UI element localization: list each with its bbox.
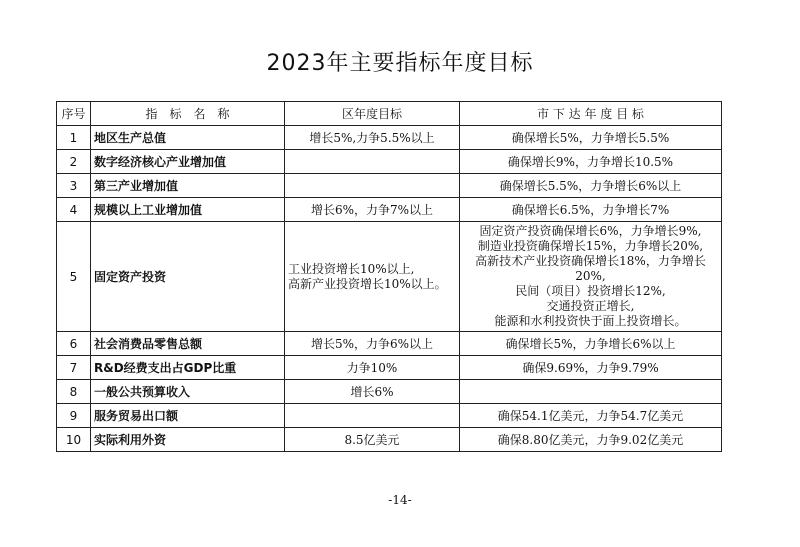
table-row	[57, 356, 722, 380]
city-target: 确保增长6.5%，力争增长7%	[460, 198, 722, 222]
indicator-name: 服务贸易出口额	[91, 404, 285, 428]
city-target: 确保增长9%，力争增长10.5%	[460, 150, 722, 174]
indicator-name: 数字经济核心产业增加值	[91, 150, 285, 174]
district-target	[285, 150, 460, 174]
table-row	[57, 380, 722, 404]
district-target: 增长6%	[285, 380, 460, 404]
district-target: 增长5%，力争6%以上	[285, 332, 460, 356]
header-no: 序号	[57, 102, 91, 126]
district-target	[285, 222, 460, 332]
row-number: 9	[57, 404, 91, 428]
district-target: 增长6%，力争7%以上	[285, 198, 460, 222]
city-target: 确保8.80亿美元，力争9.02亿美元	[460, 428, 722, 452]
header-district-target: 区年度目标	[285, 102, 460, 126]
city-target: 确保54.1亿美元，力争54.7亿美元	[460, 404, 722, 428]
table-row	[57, 150, 722, 174]
indicator-table	[56, 101, 722, 452]
header-name: 指 标 名 称	[91, 102, 285, 126]
city-target	[460, 222, 722, 332]
indicator-name: 固定资产投资	[91, 222, 285, 332]
row-number: 7	[57, 356, 91, 380]
district-target	[285, 404, 460, 428]
city-target-line: 能源和水利投资快于面上投资增长。	[494, 314, 687, 328]
indicator-name: 一般公共预算收入	[91, 380, 285, 404]
city-target: 确保增长5%，力争增长5.5%	[460, 126, 722, 150]
indicator-name: 第三产业增加值	[91, 174, 285, 198]
city-target-line: 固定资产投资确保增长6%，力争增长9%,	[479, 224, 702, 238]
table-row	[57, 332, 722, 356]
indicator-name: R&D经费支出占GDP比重	[91, 356, 285, 380]
table-header-row	[57, 102, 722, 126]
header-city-target: 市 下 达 年 度 目 标	[460, 102, 722, 126]
row-number: 1	[57, 126, 91, 150]
district-target: 增长5%,力争5.5%以上	[285, 126, 460, 150]
city-target	[460, 380, 722, 404]
page-number: -14-	[388, 493, 412, 507]
district-target	[285, 174, 460, 198]
city-target: 确保9.69%，力争9.79%	[460, 356, 722, 380]
city-target-line: 高新技术产业投资确保增长18%，力争增长20%,	[475, 254, 706, 283]
table-row	[57, 222, 722, 332]
indicator-name: 社会消费品零售总额	[91, 332, 285, 356]
indicator-name: 实际利用外资	[91, 428, 285, 452]
district-target-line: 高新产业投资增长10%以上。	[288, 276, 447, 291]
row-number: 3	[57, 174, 91, 198]
city-target: 确保增长5%，力争增长6%以上	[460, 332, 722, 356]
table-row	[57, 404, 722, 428]
table-row	[57, 198, 722, 222]
page-title: 2023年主要指标年度目标	[266, 51, 534, 76]
city-target: 确保增长5.5%，力争增长6%以上	[460, 174, 722, 198]
row-number: 2	[57, 150, 91, 174]
row-number: 5	[57, 222, 91, 332]
city-target-line: 交通投资正增长,	[546, 299, 635, 313]
indicator-name: 地区生产总值	[91, 126, 285, 150]
row-number: 6	[57, 332, 91, 356]
district-target-line: 工业投资增长10%以上,	[288, 261, 415, 276]
city-target-line: 制造业投资确保增长15%，力争增长20%,	[477, 239, 704, 253]
city-target-line: 民间（项目）投资增长12%,	[515, 284, 666, 298]
row-number: 8	[57, 380, 91, 404]
table-row	[57, 174, 722, 198]
table-row	[57, 126, 722, 150]
row-number: 4	[57, 198, 91, 222]
indicator-name: 规模以上工业增加值	[91, 198, 285, 222]
district-target: 力争10%	[285, 356, 460, 380]
row-number: 10	[57, 428, 91, 452]
district-target: 8.5亿美元	[285, 428, 460, 452]
table-row	[57, 428, 722, 452]
